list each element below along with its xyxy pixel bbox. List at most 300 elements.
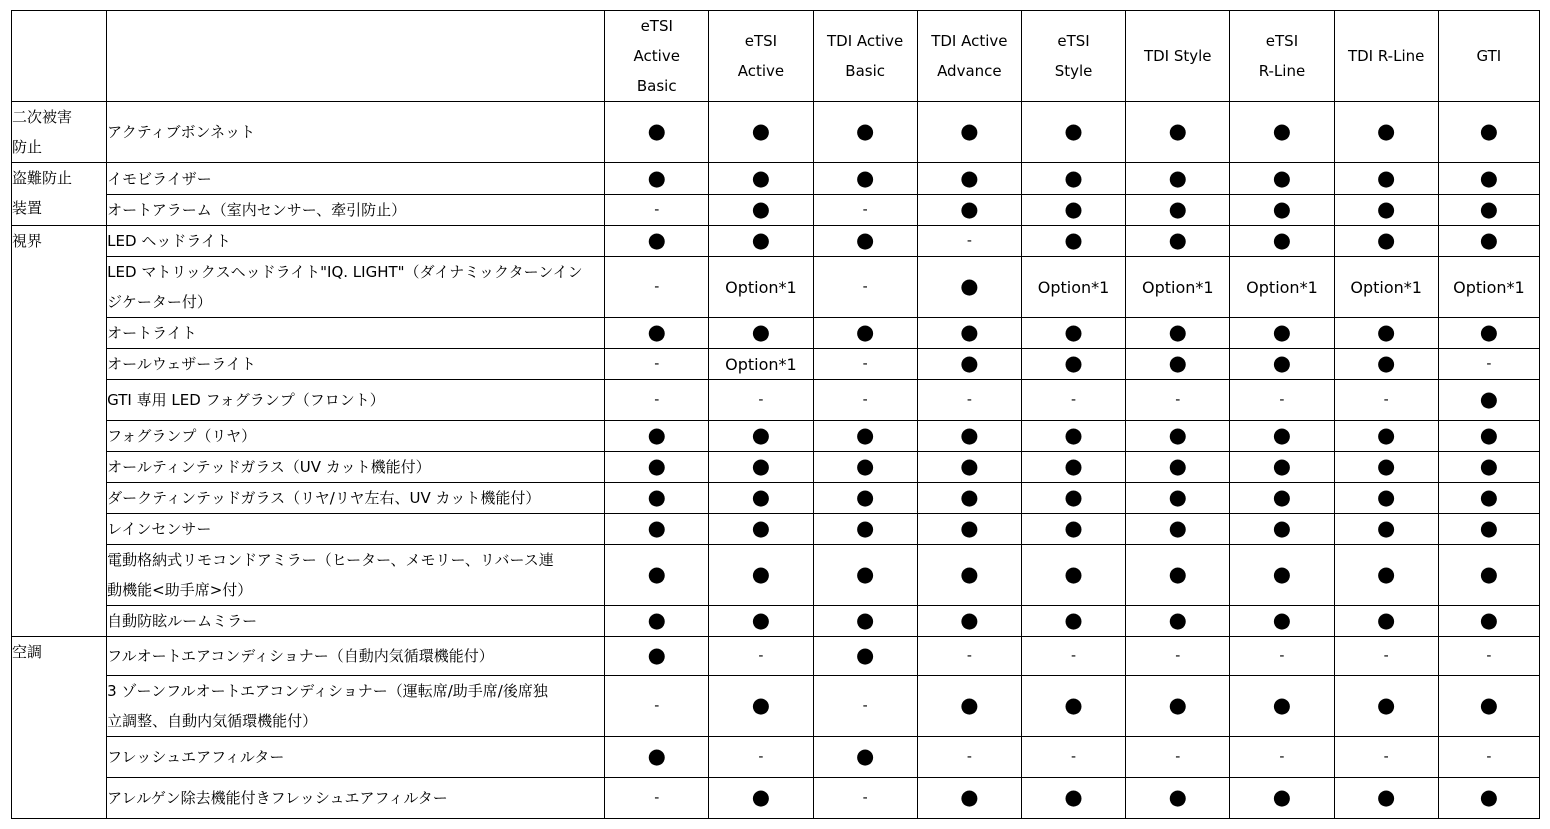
standard-mark <box>1438 163 1539 195</box>
cell-value: ● <box>855 562 875 586</box>
feature-name: オールティンテッドガラス（UV カット機能付） <box>107 452 605 483</box>
standard-mark <box>1438 483 1539 514</box>
standard-mark <box>605 483 709 514</box>
standard-mark <box>1021 318 1125 349</box>
cell-value: ● <box>1168 351 1187 375</box>
cell-value: ● <box>1377 785 1396 809</box>
cell-value: ● <box>751 516 771 540</box>
cell-value: ● <box>1479 608 1499 632</box>
corner-cell-category <box>12 11 107 102</box>
not-available-mark <box>709 737 813 778</box>
text-line: eTSI <box>744 32 778 50</box>
cell-value: ● <box>1272 320 1292 344</box>
table-row <box>12 226 1540 257</box>
cell-value: ● <box>855 119 875 143</box>
not-available-mark <box>605 349 709 380</box>
standard-mark <box>709 226 813 257</box>
feature-name <box>107 257 605 318</box>
standard-mark <box>1230 545 1334 606</box>
standard-mark <box>709 195 813 226</box>
cell-value: ● <box>960 351 979 375</box>
table-row <box>12 349 1540 380</box>
feature-name: レインセンサー <box>107 514 605 545</box>
standard-mark <box>917 257 1021 318</box>
cell-value: ● <box>1479 165 1499 190</box>
standard-mark <box>917 195 1021 226</box>
text-line: 視界 <box>12 232 43 250</box>
standard-mark <box>605 606 709 637</box>
standard-mark <box>709 483 813 514</box>
text-line: 二次被害 <box>12 108 73 126</box>
corner-cell-feature <box>107 11 605 102</box>
cell-value: ● <box>1168 165 1187 190</box>
cell-value: ● <box>1168 119 1187 143</box>
standard-mark <box>1334 545 1438 606</box>
cell-value: - <box>1486 648 1492 664</box>
text-line: 動機能<助手席>付） <box>107 581 253 599</box>
standard-mark <box>1438 676 1539 737</box>
cell-value: - <box>654 790 660 806</box>
table-row <box>12 483 1540 514</box>
cell-value: ● <box>1064 785 1083 809</box>
standard-mark <box>709 163 813 195</box>
option-mark <box>1230 257 1334 318</box>
cell-value: ● <box>1064 516 1083 540</box>
cell-value: - <box>1279 648 1285 664</box>
not-available-mark <box>605 257 709 318</box>
cell-value: Option*1 <box>725 277 797 297</box>
cell-value: ● <box>751 197 771 221</box>
table-row <box>12 380 1540 421</box>
standard-mark <box>1334 195 1438 226</box>
category-cell <box>12 637 107 819</box>
standard-mark <box>1230 514 1334 545</box>
standard-mark <box>1438 380 1539 421</box>
cell-value: - <box>654 202 660 218</box>
cell-value: ● <box>1272 165 1292 190</box>
model-header <box>605 11 709 102</box>
cell-value: ● <box>1377 516 1396 540</box>
table-row <box>12 421 1540 452</box>
cell-value: ● <box>1272 454 1292 478</box>
standard-mark <box>917 483 1021 514</box>
cell-value: ● <box>647 165 666 190</box>
not-available-mark <box>1438 349 1539 380</box>
standard-mark <box>1438 545 1539 606</box>
standard-mark <box>813 452 917 483</box>
standard-mark <box>813 545 917 606</box>
standard-mark <box>1126 421 1230 452</box>
table-row <box>12 102 1540 163</box>
standard-mark <box>1021 514 1125 545</box>
option-mark <box>1438 257 1539 318</box>
cell-value: ● <box>1272 785 1292 809</box>
cell-value: ● <box>647 643 666 667</box>
table-row <box>12 257 1540 318</box>
not-available-mark <box>1126 380 1230 421</box>
model-header <box>1334 11 1438 102</box>
cell-value: ● <box>751 228 771 252</box>
feature-name: アクティブボンネット <box>107 102 605 163</box>
standard-mark <box>917 421 1021 452</box>
cell-value: ● <box>1064 562 1083 586</box>
standard-mark <box>813 606 917 637</box>
cell-value: ● <box>960 693 979 717</box>
cell-value: ● <box>1479 387 1499 411</box>
category-cell <box>12 163 107 226</box>
cell-value: ● <box>1272 516 1292 540</box>
cell-value: ● <box>960 785 979 809</box>
option-mark <box>709 349 813 380</box>
not-available-mark <box>1021 637 1125 676</box>
cell-value: - <box>1383 749 1389 765</box>
standard-mark <box>709 421 813 452</box>
cell-value: ● <box>1377 562 1396 586</box>
standard-mark <box>605 226 709 257</box>
standard-mark <box>709 318 813 349</box>
not-available-mark <box>1021 380 1125 421</box>
cell-value: ● <box>1168 693 1187 717</box>
not-available-mark <box>1230 380 1334 421</box>
standard-mark <box>1021 676 1125 737</box>
cell-value: - <box>862 202 868 218</box>
cell-value: ● <box>1377 197 1396 221</box>
cell-value: ● <box>855 485 875 509</box>
text-line: 電動格納式リモコンドアミラー（ヒーター、メモリー、リバース連 <box>107 551 554 569</box>
not-available-mark <box>917 226 1021 257</box>
standard-mark <box>1126 226 1230 257</box>
text-line: Active <box>737 62 785 80</box>
standard-mark <box>1230 483 1334 514</box>
option-mark <box>709 257 813 318</box>
text-line: TDI Style <box>1143 47 1212 65</box>
not-available-mark <box>813 676 917 737</box>
cell-value: ● <box>1377 454 1396 478</box>
standard-mark <box>1021 163 1125 195</box>
table-row <box>12 514 1540 545</box>
cell-value: ● <box>1479 119 1499 143</box>
cell-value: - <box>1279 749 1285 765</box>
cell-value: ● <box>1377 228 1396 252</box>
standard-mark <box>1021 421 1125 452</box>
table-row <box>12 637 1540 676</box>
cell-value: ● <box>1064 119 1083 143</box>
cell-value: ● <box>1272 351 1292 375</box>
model-header <box>1021 11 1125 102</box>
standard-mark <box>1438 102 1539 163</box>
cell-value: ● <box>1272 608 1292 632</box>
cell-value: ● <box>1064 454 1083 478</box>
standard-mark <box>605 102 709 163</box>
not-available-mark <box>709 380 813 421</box>
cell-value: ● <box>1168 516 1187 540</box>
cell-value: ● <box>647 608 666 632</box>
text-line: 立調整、自動内気循環機能付） <box>107 712 318 730</box>
table-row <box>12 545 1540 606</box>
feature-name: フォグランプ（リヤ） <box>107 421 605 452</box>
cell-value: - <box>1383 648 1389 664</box>
standard-mark <box>1334 226 1438 257</box>
cell-value: ● <box>1272 423 1292 447</box>
cell-value: ● <box>647 119 666 143</box>
standard-mark <box>917 514 1021 545</box>
standard-mark <box>709 606 813 637</box>
table-row <box>12 163 1540 195</box>
text-line: eTSI <box>1057 32 1090 50</box>
standard-mark <box>813 737 917 778</box>
text-line: Style <box>1054 62 1093 80</box>
standard-mark <box>917 606 1021 637</box>
feature-name: オールウェザーライト <box>107 349 605 380</box>
cell-value: ● <box>960 274 979 298</box>
feature-name <box>107 545 605 606</box>
cell-value: ● <box>751 454 771 478</box>
table-row <box>12 737 1540 778</box>
standard-mark <box>1230 195 1334 226</box>
cell-value: ● <box>1272 485 1292 509</box>
cell-value: - <box>966 749 972 765</box>
cell-value: ● <box>1479 423 1499 447</box>
cell-value: - <box>862 790 868 806</box>
cell-value: ● <box>1064 228 1083 252</box>
standard-mark <box>1334 421 1438 452</box>
standard-mark <box>1230 676 1334 737</box>
cell-value: ● <box>1272 693 1292 717</box>
standard-mark <box>813 318 917 349</box>
not-available-mark <box>917 380 1021 421</box>
standard-mark <box>1230 102 1334 163</box>
cell-value: ● <box>855 643 875 667</box>
cell-value: ● <box>647 485 666 509</box>
standard-mark <box>813 102 917 163</box>
standard-mark <box>917 318 1021 349</box>
cell-value: - <box>862 392 868 408</box>
standard-mark <box>1021 452 1125 483</box>
not-available-mark <box>1334 637 1438 676</box>
text-line: 空調 <box>12 643 43 661</box>
cell-value: ● <box>751 608 771 632</box>
cell-value: ● <box>647 516 666 540</box>
standard-mark <box>1334 606 1438 637</box>
standard-mark <box>1438 318 1539 349</box>
text-line: ジケーター付） <box>107 293 212 311</box>
standard-mark <box>1126 514 1230 545</box>
standard-mark <box>1021 349 1125 380</box>
cell-value: - <box>758 749 764 765</box>
cell-value: - <box>1175 749 1181 765</box>
cell-value: - <box>1071 648 1077 664</box>
cell-value: ● <box>1479 693 1499 717</box>
standard-mark <box>709 514 813 545</box>
standard-mark <box>1334 349 1438 380</box>
standard-mark <box>709 676 813 737</box>
cell-value: - <box>1486 356 1492 372</box>
cell-value: ● <box>1064 165 1083 190</box>
standard-mark <box>605 421 709 452</box>
standard-mark <box>605 452 709 483</box>
standard-mark <box>1438 195 1539 226</box>
not-available-mark <box>1126 737 1230 778</box>
cell-value: ● <box>1479 320 1499 344</box>
cell-value: - <box>758 392 764 408</box>
standard-mark <box>1021 195 1125 226</box>
table-row <box>12 606 1540 637</box>
text-line: R-Line <box>1258 62 1306 80</box>
text-line: TDI Active <box>826 32 904 50</box>
not-available-mark <box>1021 737 1125 778</box>
standard-mark <box>1126 676 1230 737</box>
cell-value: ● <box>960 423 979 447</box>
standard-mark <box>709 778 813 819</box>
standard-mark <box>1230 421 1334 452</box>
not-available-mark <box>813 380 917 421</box>
standard-mark <box>917 452 1021 483</box>
standard-mark <box>1126 545 1230 606</box>
cell-value: ● <box>751 119 771 143</box>
standard-mark <box>1230 606 1334 637</box>
cell-value: ● <box>1479 197 1499 221</box>
cell-value: ● <box>1168 608 1187 632</box>
cell-value: - <box>862 279 868 295</box>
not-available-mark <box>917 637 1021 676</box>
feature-name: アレルゲン除去機能付きフレッシュエアフィルター <box>107 778 605 819</box>
cell-value: ● <box>1064 197 1083 221</box>
text-line: Basic <box>636 77 677 95</box>
equipment-spec-table <box>11 10 1540 819</box>
standard-mark <box>1438 226 1539 257</box>
text-line: 防止 <box>12 138 43 156</box>
cell-value: ● <box>1168 320 1187 344</box>
cell-value: ● <box>751 485 771 509</box>
cell-value: ● <box>1064 351 1083 375</box>
not-available-mark <box>1438 637 1539 676</box>
cell-value: ● <box>1168 785 1187 809</box>
cell-value: ● <box>1272 228 1292 252</box>
not-available-mark <box>813 349 917 380</box>
feature-name: フルオートエアコンディショナー（自動内気循環機能付） <box>107 637 605 676</box>
text-line: 装置 <box>12 199 43 217</box>
table-row <box>12 452 1540 483</box>
standard-mark <box>1021 102 1125 163</box>
cell-value: ● <box>960 119 979 143</box>
standard-mark <box>1438 514 1539 545</box>
feature-name: オートアラーム（室内センサー、牽引防止） <box>107 195 605 226</box>
cell-value: - <box>654 698 660 714</box>
option-mark <box>1126 257 1230 318</box>
standard-mark <box>1126 102 1230 163</box>
cell-value: ● <box>647 454 666 478</box>
standard-mark <box>1021 606 1125 637</box>
cell-value: ● <box>1064 485 1083 509</box>
not-available-mark <box>813 257 917 318</box>
standard-mark <box>1438 452 1539 483</box>
cell-value: - <box>758 648 764 664</box>
text-line: eTSI <box>640 17 673 35</box>
cell-value: - <box>654 392 660 408</box>
cell-value: ● <box>855 228 875 252</box>
table-row <box>12 778 1540 819</box>
cell-value: ● <box>1479 228 1499 252</box>
cell-value: ● <box>1168 228 1187 252</box>
cell-value: ● <box>855 744 875 768</box>
table-row <box>12 195 1540 226</box>
cell-value: ● <box>751 165 771 190</box>
standard-mark <box>1230 452 1334 483</box>
not-available-mark <box>605 778 709 819</box>
standard-mark <box>1021 226 1125 257</box>
cell-value: ● <box>1377 608 1396 632</box>
cell-value: ● <box>960 165 979 190</box>
standard-mark <box>813 226 917 257</box>
cell-value: ● <box>1377 485 1396 509</box>
cell-value: ● <box>855 165 875 190</box>
cell-value: ● <box>960 454 979 478</box>
model-header <box>709 11 813 102</box>
standard-mark <box>1334 676 1438 737</box>
text-line: TDI R-Line <box>1347 47 1425 65</box>
standard-mark <box>1126 163 1230 195</box>
standard-mark <box>1230 778 1334 819</box>
cell-value: ● <box>1377 693 1396 717</box>
cell-value: Option*1 <box>1141 277 1214 297</box>
not-available-mark <box>605 676 709 737</box>
cell-value: ● <box>960 485 979 509</box>
model-header <box>917 11 1021 102</box>
standard-mark <box>813 163 917 195</box>
cell-value: Option*1 <box>1037 277 1110 297</box>
cell-value: ● <box>1377 320 1396 344</box>
cell-value: ● <box>647 423 666 447</box>
text-line: GTI <box>1476 47 1502 65</box>
cell-value: ● <box>1479 516 1499 540</box>
feature-name: LED ヘッドライト <box>107 226 605 257</box>
standard-mark <box>917 349 1021 380</box>
standard-mark <box>1126 318 1230 349</box>
standard-mark <box>1126 452 1230 483</box>
standard-mark <box>1438 606 1539 637</box>
cell-value: ● <box>1479 562 1499 586</box>
cell-value: ● <box>751 423 771 447</box>
cell-value: ● <box>1168 423 1187 447</box>
cell-value: ● <box>1064 693 1083 717</box>
feature-name: フレッシュエアフィルター <box>107 737 605 778</box>
cell-value: ● <box>1064 423 1083 447</box>
standard-mark <box>1334 163 1438 195</box>
cell-value: ● <box>1064 320 1083 344</box>
category-cell <box>12 226 107 637</box>
cell-value: ● <box>1479 785 1499 809</box>
standard-mark <box>1021 545 1125 606</box>
cell-value: - <box>1486 749 1492 765</box>
cell-value: Option*1 <box>1350 277 1422 297</box>
not-available-mark <box>813 778 917 819</box>
standard-mark <box>1126 349 1230 380</box>
header-row <box>12 11 1540 102</box>
standard-mark <box>1126 778 1230 819</box>
text-line: Basic <box>845 62 885 80</box>
cell-value: - <box>1071 392 1077 408</box>
cell-value: ● <box>855 516 875 540</box>
standard-mark <box>1021 778 1125 819</box>
standard-mark <box>1334 514 1438 545</box>
cell-value: ● <box>1272 562 1292 586</box>
cell-value: ● <box>647 228 666 252</box>
cell-value: ● <box>855 320 875 344</box>
model-header <box>1126 11 1230 102</box>
cell-value: Option*1 <box>1453 277 1525 297</box>
cell-value: - <box>1175 648 1181 664</box>
table-row <box>12 318 1540 349</box>
